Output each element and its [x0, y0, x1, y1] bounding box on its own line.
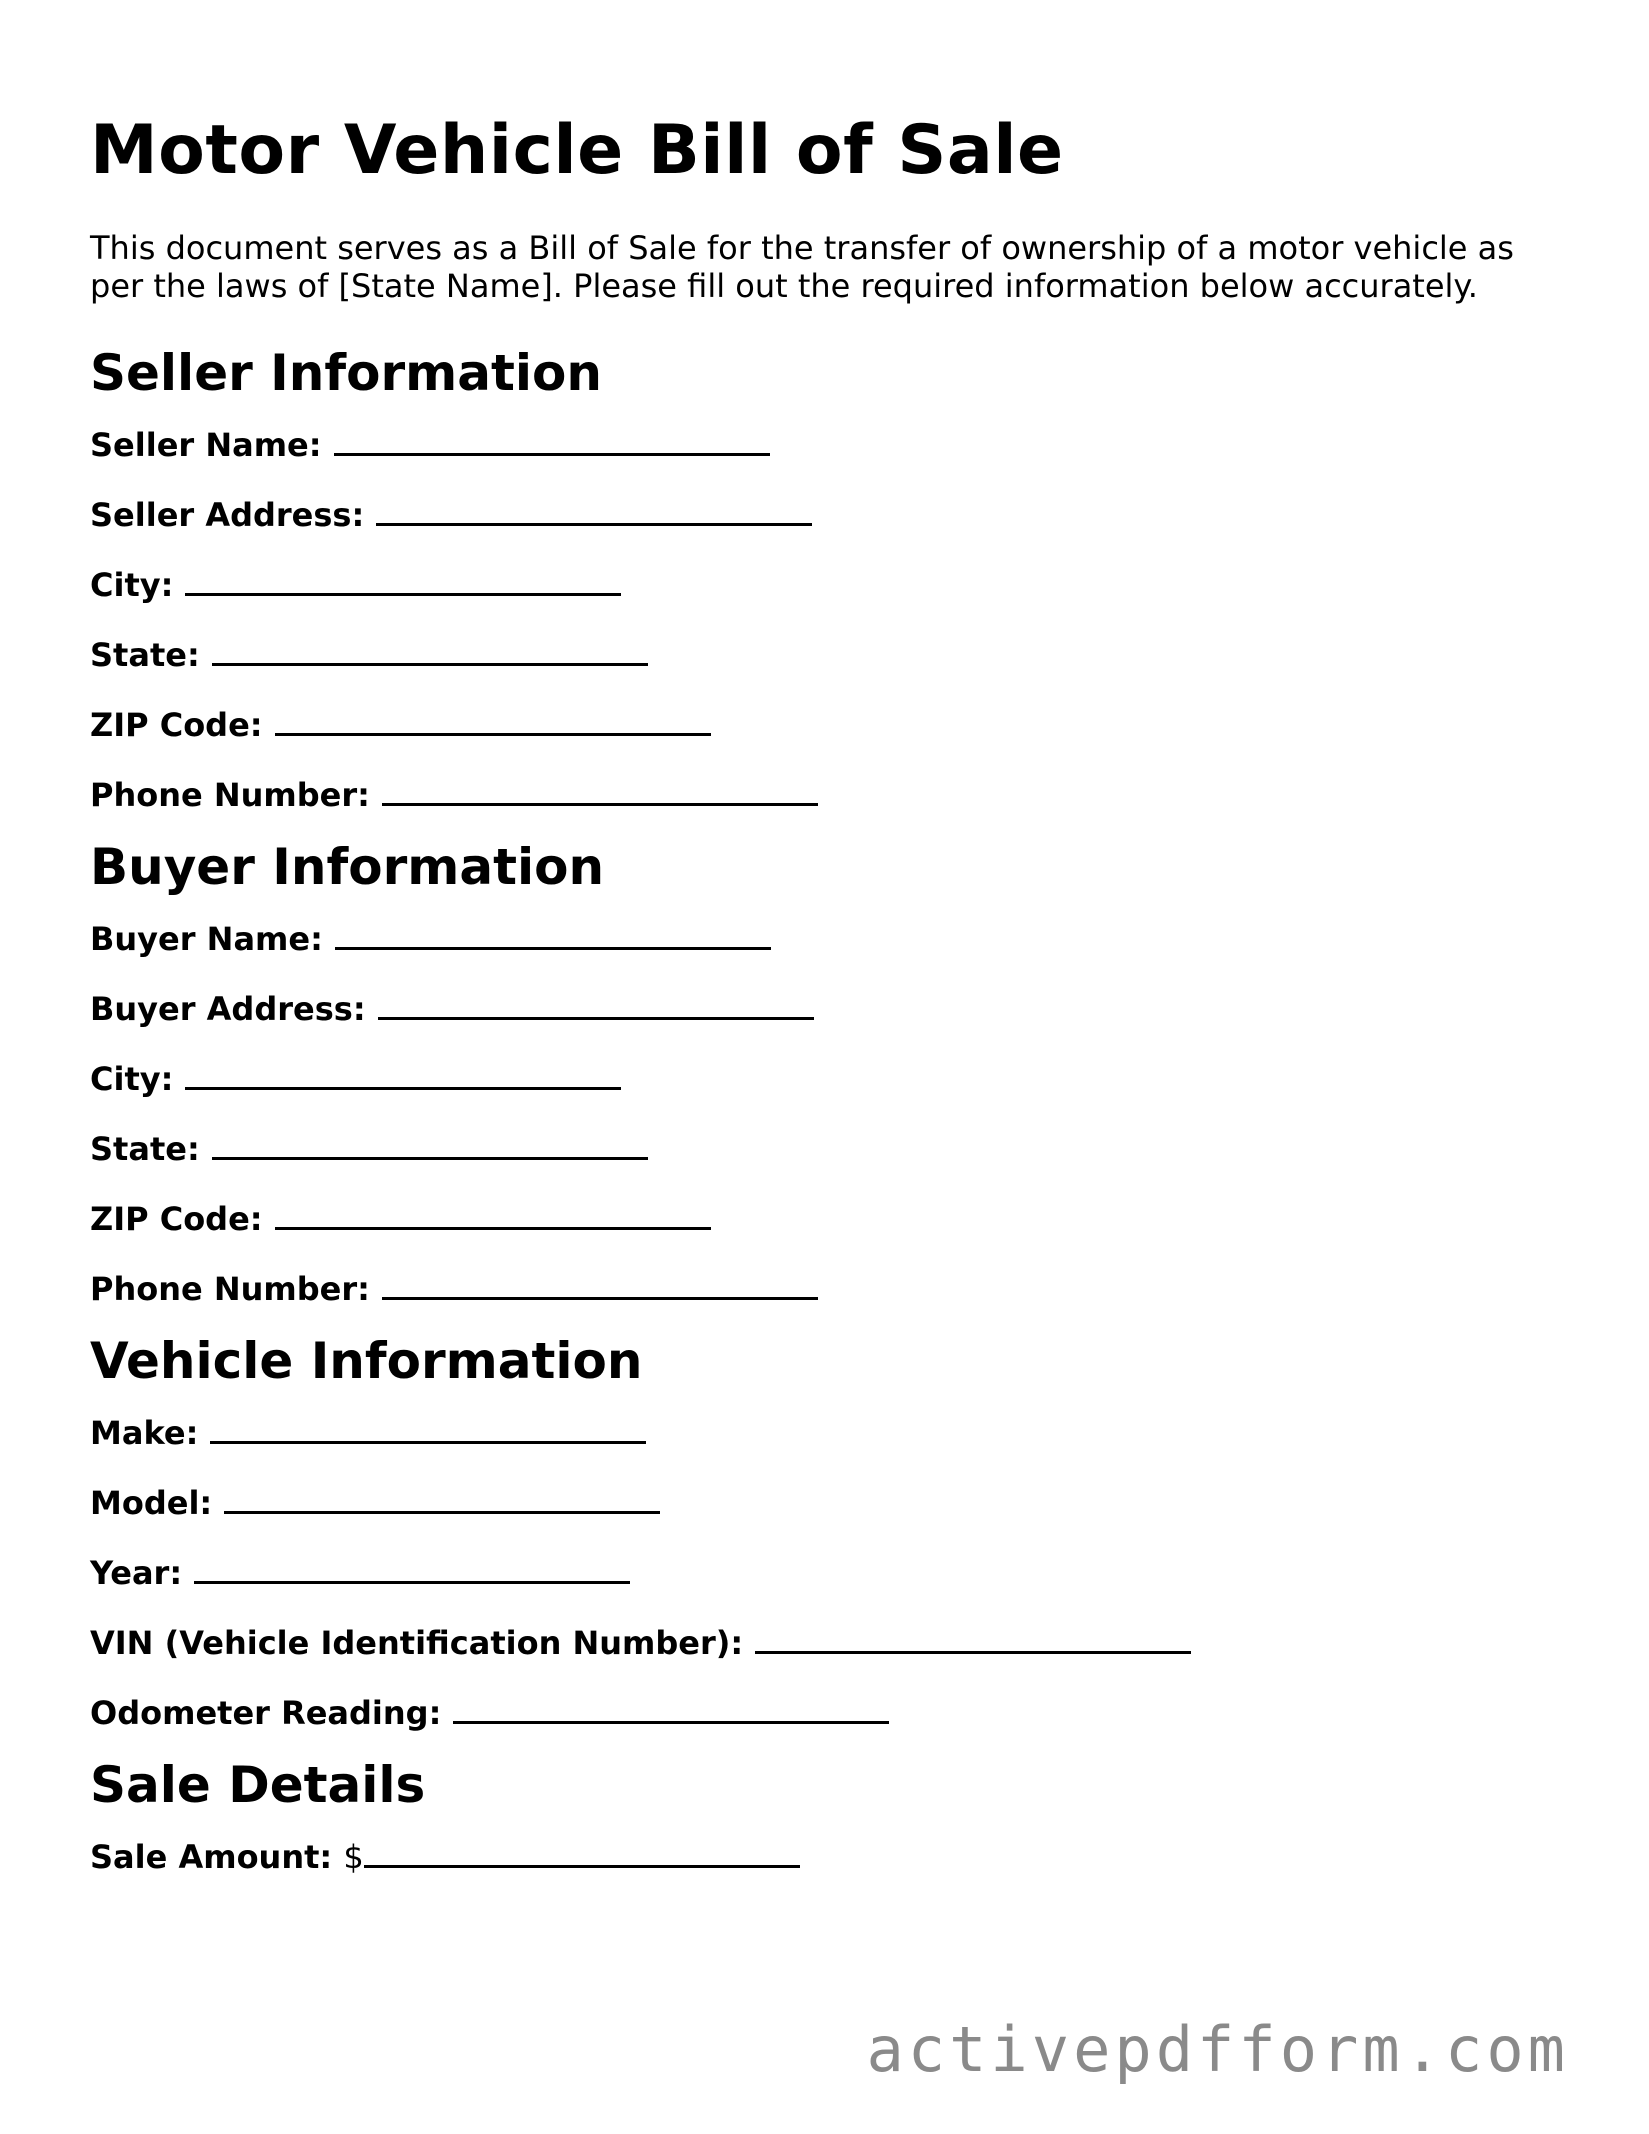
vehicle-fields [90, 1413, 1560, 1732]
buyer-zip-input[interactable] [275, 1199, 711, 1230]
seller-city-field [90, 565, 1560, 604]
vehicle-model-label: Model: [90, 1483, 213, 1522]
buyer-state-input[interactable] [212, 1129, 648, 1160]
vehicle-vin-field [90, 1623, 1560, 1662]
sale-amount-label: Sale Amount: [90, 1837, 333, 1876]
buyer-city-label: City: [90, 1059, 174, 1098]
buyer-zip-field [90, 1199, 1560, 1238]
vehicle-year-field [90, 1553, 1560, 1592]
seller-fields [90, 425, 1560, 814]
buyer-phone-field [90, 1269, 1560, 1308]
seller-state-label: State: [90, 635, 200, 674]
intro-paragraph: This document serves as a Bill of Sale for the transfer of ownership of a motor vehicle as per the laws of [State Name]. Please fill out the required information below accurately. [90, 228, 1514, 305]
seller-address-input[interactable] [376, 495, 812, 526]
currency-symbol: $ [343, 1837, 364, 1876]
seller-address-label: Seller Address: [90, 495, 365, 534]
vehicle-odometer-input[interactable] [453, 1693, 889, 1724]
vehicle-model-input[interactable] [224, 1483, 660, 1514]
vehicle-section-heading: Vehicle Information [90, 1331, 643, 1390]
vehicle-odometer-label: Odometer Reading: [90, 1693, 442, 1732]
buyer-city-field [90, 1059, 1560, 1098]
buyer-address-field [90, 989, 1560, 1028]
document-title: Motor Vehicle Bill of Sale [90, 111, 1064, 190]
vehicle-year-label: Year: [90, 1553, 183, 1592]
sale-amount-input[interactable] [364, 1837, 800, 1868]
buyer-address-label: Buyer Address: [90, 989, 366, 1028]
vehicle-vin-input[interactable] [755, 1623, 1191, 1654]
watermark-text: activepdfform.com [866, 2013, 1569, 2086]
seller-city-input[interactable] [185, 565, 621, 596]
vehicle-year-input[interactable] [194, 1553, 630, 1584]
seller-city-label: City: [90, 565, 174, 604]
buyer-name-input[interactable] [335, 919, 771, 950]
buyer-section-heading: Buyer Information [90, 837, 605, 896]
buyer-city-input[interactable] [185, 1059, 621, 1090]
buyer-name-field [90, 919, 1560, 958]
vehicle-make-field [90, 1413, 1560, 1452]
seller-phone-input[interactable] [382, 775, 818, 806]
seller-address-field [90, 495, 1560, 534]
vehicle-odometer-field [90, 1693, 1560, 1732]
sale-section-heading: Sale Details [90, 1755, 426, 1814]
seller-state-field [90, 635, 1560, 674]
seller-section-heading: Seller Information [90, 343, 602, 402]
seller-phone-label: Phone Number: [90, 775, 370, 814]
buyer-phone-input[interactable] [382, 1269, 818, 1300]
vehicle-model-field [90, 1483, 1560, 1522]
seller-zip-field [90, 705, 1560, 744]
vehicle-make-input[interactable] [210, 1413, 646, 1444]
buyer-phone-label: Phone Number: [90, 1269, 370, 1308]
seller-zip-input[interactable] [275, 705, 711, 736]
seller-zip-label: ZIP Code: [90, 705, 263, 744]
buyer-name-label: Buyer Name: [90, 919, 323, 958]
seller-state-input[interactable] [212, 635, 648, 666]
vehicle-make-label: Make: [90, 1413, 199, 1452]
seller-name-field [90, 425, 1560, 464]
buyer-state-field [90, 1129, 1560, 1168]
buyer-state-label: State: [90, 1129, 200, 1168]
buyer-zip-label: ZIP Code: [90, 1199, 263, 1238]
vehicle-vin-label: VIN (Vehicle Identification Number): [90, 1623, 744, 1662]
sale-fields [90, 1837, 1560, 1876]
buyer-address-input[interactable] [378, 989, 814, 1020]
seller-phone-field [90, 775, 1560, 814]
buyer-fields [90, 919, 1560, 1308]
sale-amount-field [90, 1837, 1560, 1876]
document-page [90, 110, 1560, 1876]
seller-name-label: Seller Name: [90, 425, 322, 464]
seller-name-input[interactable] [334, 425, 770, 456]
